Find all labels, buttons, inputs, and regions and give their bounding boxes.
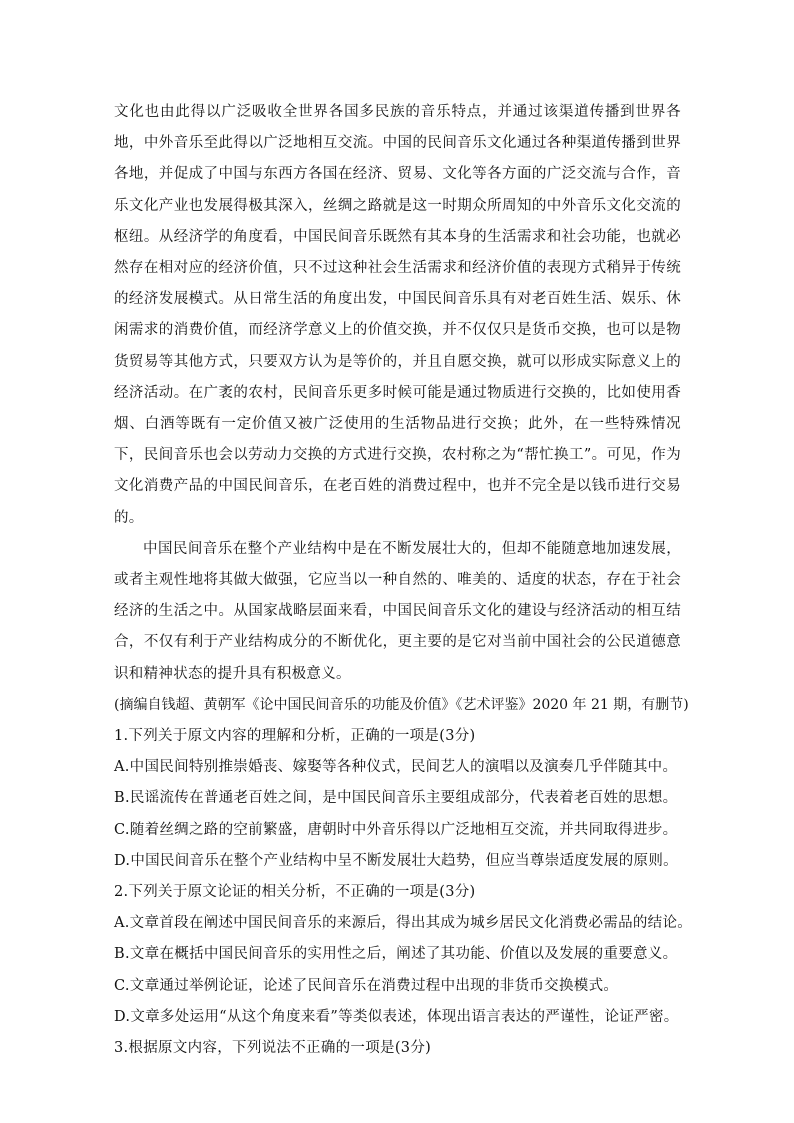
question-2-option-b: B.文章在概括中国民间音乐的实用性之后，阐述了其功能、价值以及发展的重要意义。: [114, 946, 678, 963]
question-2-stem: 2.下列关于原文论证的相关分析，不正确的一项是(3分): [114, 884, 476, 901]
question-2-option-c: C.文章通过举例论证，论述了民间音乐在消费过程中出现的非货币交换模式。: [114, 977, 619, 994]
page-content: [114, 97, 693, 1064]
question-1-stem: 1.下列关于原文内容的理解和分析，正确的一项是(3分): [114, 728, 476, 745]
question-1-option-d: D.中国民间音乐在整个产业结构中呈不断发展壮大趋势，但应当尊崇适度发展的原则。: [114, 852, 678, 869]
passage-paragraph-1: 文化也由此得以广泛吸收全世界各国多民族的音乐特点，并通过该渠道传播到世界各地，中外音乐至此得以广泛地相互交流。中国的民间音乐文化通过各种渠道传播到世界各地，并促成了中国与东西方各国在经济、贸易、文化等各方面的广泛交流与合作，音乐文化产业也发展得极其深入，丝绸之路就是这一时期众所周知的中外音乐文化交流的枢纽。从经济学的角度看，中国民间音乐既然有其本身的生活需求和社会功能，也就必然存在相对应的经济价值，只不过这种社会生活需求和经济价值的表现方式稍异于传统的经济发展模式。从日常生活的角度出发，中国民间音乐具有对老百姓生活、娱乐、休闲需求的消费价值，而经济学意义上的价值交换，并不仅仅只是货币交换，也可以是物货贸易等其他方式，只要双方认为是等价的，并且自愿交换，就可以形成实际意义上的经济活动。在广袤的农村，民间音乐更多时候可能是通过物质进行交换的，比如使用香烟、白酒等既有一定价值又被广泛使用的生活物品进行交换；此外，在一些特殊情况下，民间音乐也会以劳动力交换的方式进行交换，农村称之为“帮忙换工”。可见，作为文化消费产品的中国民间音乐，在老百姓的消费过程中，也并不完全是以钱币进行交易的。: [114, 104, 681, 526]
question-2-option-a: A.文章首段在阐述中国民间音乐的来源后，得出其成为城乡居民文化消费必需品的结论。: [114, 915, 693, 932]
question-2-option-d: D.文章多处运用“从这个角度来看”等类似表述，体现出语言表达的严谨性，论证严密。: [114, 1008, 679, 1025]
passage-paragraph-2: 中国民间音乐在整个产业结构中是在不断发展壮大的，但却不能随意地加速发展，或者主观性地将其做大做强，它应当以一种自然的、唯美的、适度的状态，存在于社会经济的生活之中。从国家战略层面来看，中国民间音乐文化的建设与经济活动的相互结合，不仅有利于产业结构成分的不断优化，更主要的是它对当前中国社会的公民道德意识和精神状态的提升具有积极意义。: [114, 540, 681, 682]
question-1-option-c: C.随着丝绸之路的空前繁盛，唐朝时中外音乐得以广泛地相互交流，并共同取得进步。: [114, 821, 678, 838]
question-1-option-a: A.中国民间特别推崇婚丧、嫁娶等各种仪式，民间艺人的演唱以及演奏几乎伴随其中。: [114, 759, 678, 776]
question-3-stem: 3.根据原文内容，下列说法不正确的一项是(3分): [114, 1040, 432, 1057]
question-1-option-b: B.民谣流传在普通老百姓之间，是中国民间音乐主要组成部分，代表着老百姓的思想。: [114, 790, 678, 807]
source-citation: (摘编自钱超、黄朝军《论中国民间音乐的功能及价值》《艺术评鉴》2020 年 21 期，有删节): [114, 696, 689, 713]
